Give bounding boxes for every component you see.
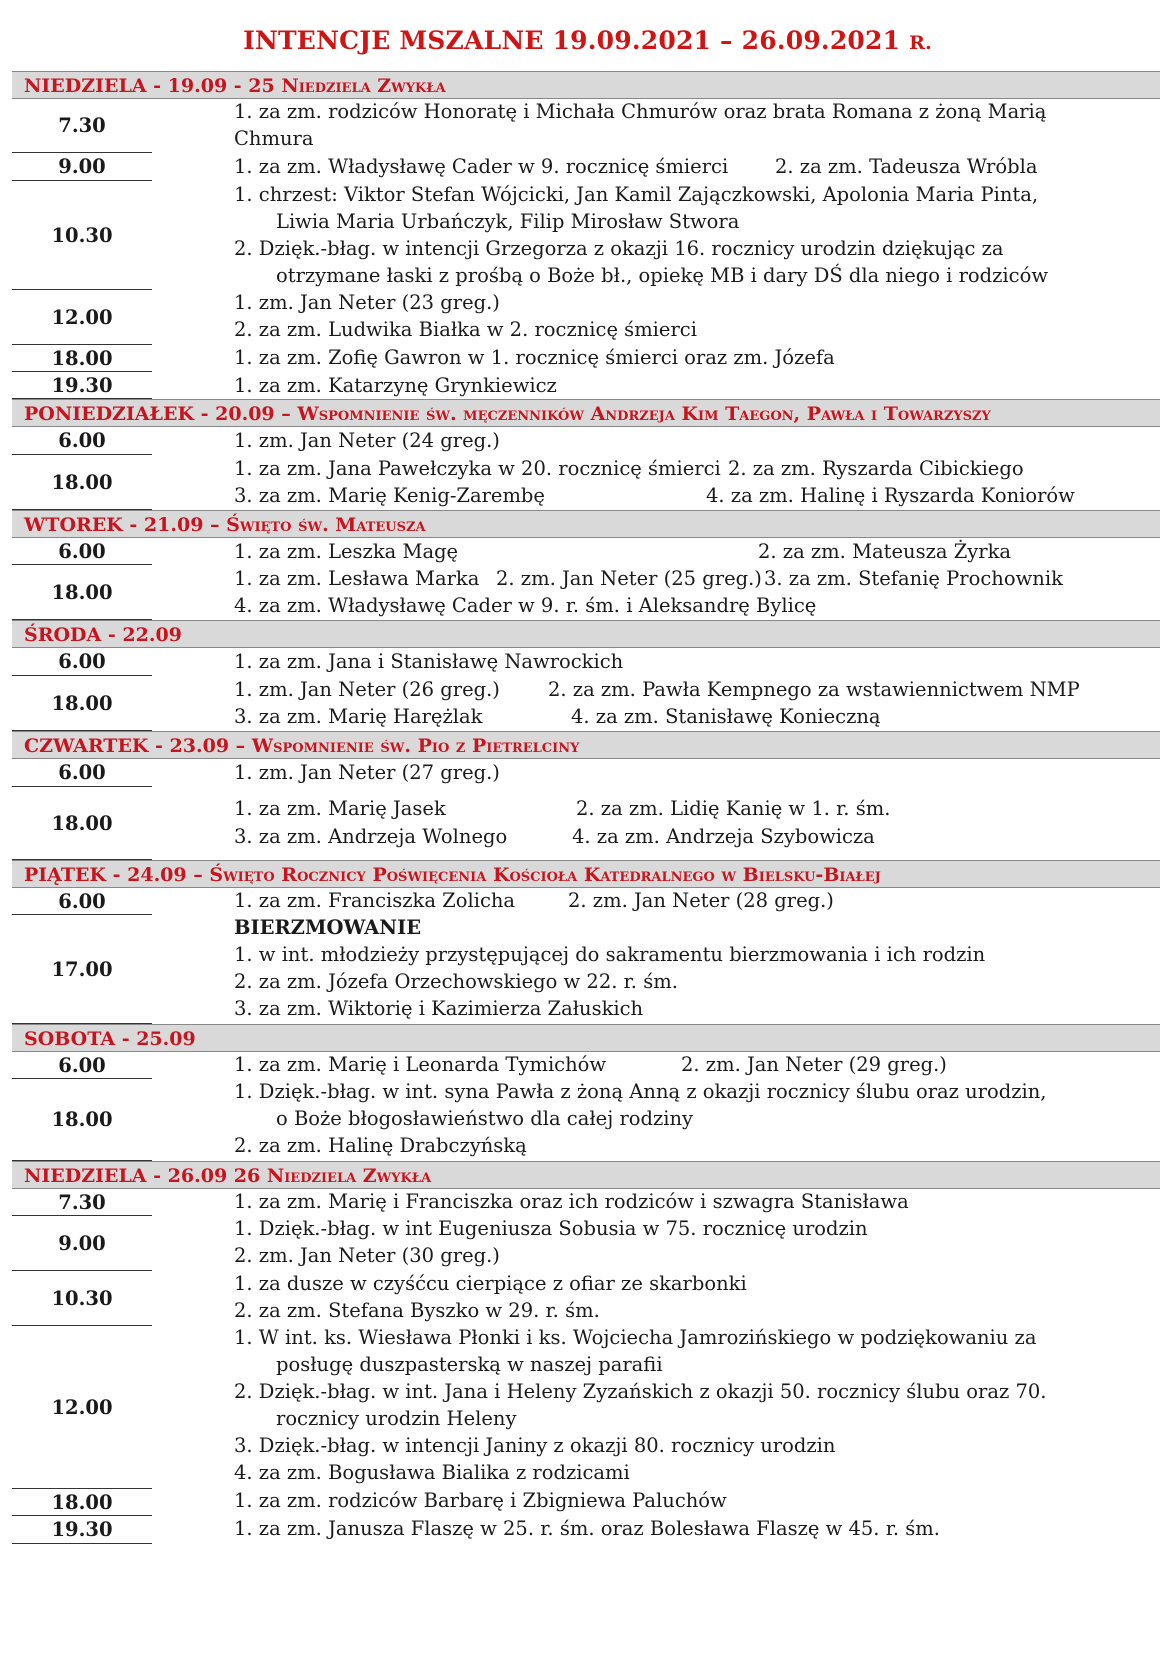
day-header-date: WTOREK - 21.09 –	[24, 514, 227, 536]
mass-time: 18.00	[12, 676, 152, 731]
intention-line: 2. za zm. Pawła Kempnego za wstawiennictwem NMP	[548, 678, 1080, 701]
intention-line: 1. za zm. Janusza Flaszę w 25. r. śm. oraz Bolesława Flaszę w 45. r. śm.	[234, 1517, 940, 1540]
intention-line: 1. zm. Jan Neter (24 greg.)	[234, 429, 500, 452]
intention-line: 4. za zm. Halinę i Ryszarda Koniorów	[706, 484, 1075, 507]
intention-line: posługę duszpasterską w naszej parafii	[276, 1353, 663, 1376]
intention-line: 3. za zm. Marię Harężlak	[234, 705, 483, 728]
mass-time: 18.00	[12, 787, 152, 860]
mass-time: 9.00	[12, 153, 152, 181]
mass-time: 6.00	[12, 1052, 152, 1079]
mass-time: 18.00	[12, 565, 152, 620]
intention-line: 2. za zm. Józefa Orzechowskiego w 22. r. śm.	[234, 970, 678, 993]
day-header	[12, 510, 1160, 538]
day-header-date: CZWARTEK - 23.09 –	[24, 735, 252, 757]
intention-line: 2. zm. Jan Neter (29 greg.)	[681, 1053, 947, 1076]
intention-line: 4. za zm. Władysławę Cader w 9. r. śm. i Aleksandrę Bylicę	[234, 594, 817, 617]
day-header-date: ŚRODA - 22.09	[24, 624, 182, 646]
intention-line: Liwia Maria Urbańczyk, Filip Mirosław Stwora	[276, 210, 740, 233]
confirmation-heading: BIERZMOWANIE	[234, 916, 422, 939]
mass-time: 12.00	[12, 1326, 152, 1489]
intention-line: 3. za zm. Marię Kenig-Zarembę	[234, 484, 545, 507]
intention-line: 1. za zm. Władysławę Cader w 9. rocznicę śmierci	[234, 155, 729, 178]
intention-line: 2. zm. Jan Neter (28 greg.)	[568, 889, 834, 912]
intention-line: 1. za zm. Leszka Magę	[234, 540, 459, 563]
intention-line: o Boże błogosławieństwo dla całej rodziny	[276, 1107, 694, 1130]
mass-time: 6.00	[12, 427, 152, 455]
mass-time: 18.00	[12, 1079, 152, 1161]
mass-time: 6.00	[12, 888, 152, 915]
day-header-date: NIEDZIELA - 26.09	[24, 1165, 234, 1187]
mass-time: 17.00	[12, 915, 152, 1024]
intention-line: 2. za zm. Tadeusza Wróbla	[775, 155, 1038, 178]
intention-line: 1. za zm. Lesława Marka	[234, 567, 480, 590]
intention-line: 3. Dzięk.-błag. w intencji Janiny z okazji 80. rocznicy urodzin	[234, 1434, 836, 1457]
day-header-feast: 25 Niedziela Zwykła	[248, 75, 446, 97]
mass-time: 18.00	[12, 455, 152, 510]
day-header	[12, 71, 1160, 99]
mass-time: 6.00	[12, 538, 152, 565]
intention-line: 1. chrzest: Viktor Stefan Wójcicki, Jan Kamil Zajączkowski, Apolonia Maria Pinta,	[234, 183, 1039, 206]
mass-time: 10.30	[12, 1271, 152, 1326]
intention-line: 2. za zm. Ryszarda Cibickiego	[728, 457, 1024, 480]
intention-line: 2. zm. Jan Neter (25 greg.)	[496, 567, 762, 590]
mass-time: 19.30	[12, 1516, 152, 1544]
intention-line: 1. za zm. Marię Jasek	[234, 797, 446, 820]
intention-line: 2. Dzięk.-błag. w int. Jana i Heleny Zyzańskich z okazji 50. rocznicy ślubu oraz 70.	[234, 1380, 1047, 1403]
intention-line: 1. za zm. Zofię Gawron w 1. rocznicę śmierci oraz zm. Józefa	[234, 346, 835, 369]
day-header-feast: Wspomnienie św. Pio z Pietrelciny	[251, 735, 580, 757]
intention-line: 1. za zm. Franciszka Zolicha	[234, 889, 516, 912]
intention-line: 1. za zm. Katarzynę Grynkiewicz	[234, 374, 557, 397]
intention-line: 2. za zm. Ludwika Białka w 2. rocznicę śmierci	[234, 318, 697, 341]
day-header	[12, 860, 1160, 888]
intention-line: 3. za zm. Wiktorię i Kazimierza Załuskich	[234, 997, 644, 1020]
intention-line: 1. za zm. rodziców Barbarę i Zbigniewa Paluchów	[234, 1489, 727, 1512]
intention-line: 2. za zm. Halinę Drabczyńską	[234, 1134, 527, 1157]
day-header	[12, 731, 1160, 759]
mass-time: 6.00	[12, 648, 152, 676]
intention-line: 2. za zm. Mateusza Żyrka	[758, 540, 1012, 563]
day-header-date: SOBOTA - 25.09	[24, 1028, 196, 1050]
intention-line: 1. w int. młodzieży przystępującej do sakramentu bierzmowania i ich rodzin	[234, 943, 986, 966]
intention-line: 4. za zm. Andrzeja Szybowicza	[572, 825, 875, 848]
intention-line: 1. za zm. Jana Pawełczyka w 20. rocznicę śmierci	[234, 457, 721, 480]
intention-line: 2. za zm. Stefana Byszko w 29. r. śm.	[234, 1299, 600, 1322]
intention-line: 1. zm. Jan Neter (23 greg.)	[234, 291, 500, 314]
day-header	[12, 1161, 1160, 1189]
intention-line: 1. za zm. Marię i Franciszka oraz ich rodziców i szwagra Stanisława	[234, 1190, 909, 1213]
mass-time: 18.00	[12, 1489, 152, 1516]
day-header	[12, 620, 1160, 648]
intention-line: 2. Dzięk.-błag. w intencji Grzegorza z okazji 16. rocznicy urodzin dziękując za	[234, 237, 1004, 260]
day-header-date: PONIEDZIAŁEK - 20.09 –	[24, 403, 298, 425]
day-header-feast: Święto św. Mateusza	[226, 514, 426, 536]
intention-line: 1. za dusze w czyśćcu cierpiące z ofiar ze skarbonki	[234, 1272, 747, 1295]
day-header-feast: Święto Rocznicy Poświęcenia Kościoła Katedralnego w Bielsku-Białej	[209, 864, 881, 886]
title-suffix: R.	[909, 32, 932, 54]
day-header-feast: 26 Niedziela Zwykła	[233, 1165, 432, 1187]
mass-time: 10.30	[12, 181, 152, 290]
intention-line: otrzymane łaski z prośbą o Boże bł., opiekę MB i dary DŚ dla niego i rodziców	[276, 264, 1049, 287]
intention-line: 2. zm. Jan Neter (30 greg.)	[234, 1244, 500, 1267]
intention-line: 1. zm. Jan Neter (27 greg.)	[234, 761, 500, 784]
day-header-date: PIĄTEK - 24.09 –	[24, 864, 210, 886]
mass-time: 6.00	[12, 759, 152, 787]
mass-time: 9.00	[12, 1216, 152, 1271]
intention-line: Chmura	[234, 127, 314, 150]
intention-line: 4. za zm. Bogusława Bialika z rodzicami	[234, 1461, 630, 1484]
day-header	[12, 399, 1160, 427]
mass-time: 7.30	[12, 99, 152, 153]
day-header-feast: Wspomnienie św. męczenników Andrzeja Kim Taegon, Pawła i Towarzyszy	[297, 403, 991, 425]
intention-line: 3. za zm. Stefanię Prochownik	[764, 567, 1063, 590]
intention-line: rocznicy urodzin Heleny	[276, 1407, 517, 1430]
mass-time: 12.00	[12, 290, 152, 345]
page-title	[0, 26, 1175, 55]
intention-line: 3. za zm. Andrzeja Wolnego	[234, 825, 508, 848]
mass-time: 18.00	[12, 345, 152, 372]
intention-line: 1. Dzięk.-błag. w int Eugeniusza Sobusia w 75. rocznicę urodzin	[234, 1217, 868, 1240]
intention-line: 1. W int. ks. Wiesława Płonki i ks. Wojciecha Jamrozińskiego w podziękowaniu za	[234, 1326, 1037, 1349]
day-header-date: NIEDZIELA - 19.09 -	[24, 75, 249, 97]
day-header	[12, 1024, 1160, 1052]
intention-line: 1. zm. Jan Neter (26 greg.)	[234, 678, 500, 701]
title-main: INTENCJE MSZALNE 19.09.2021 – 26.09.2021	[243, 26, 901, 55]
intention-line: 1. za zm. rodziców Honoratę i Michała Chmurów oraz brata Romana z żoną Marią	[234, 100, 1047, 123]
intention-line: 1. Dzięk.-błag. w int. syna Pawła z żoną Anną z okazji rocznicy ślubu oraz urodzin,	[234, 1080, 1047, 1103]
intention-line: 1. za zm. Jana i Stanisławę Nawrockich	[234, 650, 624, 673]
intention-line: 4. za zm. Stanisławę Konieczną	[571, 705, 881, 728]
mass-time: 7.30	[12, 1189, 152, 1216]
intention-line: 1. za zm. Marię i Leonarda Tymichów	[234, 1053, 607, 1076]
intention-line: 2. za zm. Lidię Kanię w 1. r. śm.	[576, 797, 891, 820]
mass-time: 19.30	[12, 372, 152, 399]
